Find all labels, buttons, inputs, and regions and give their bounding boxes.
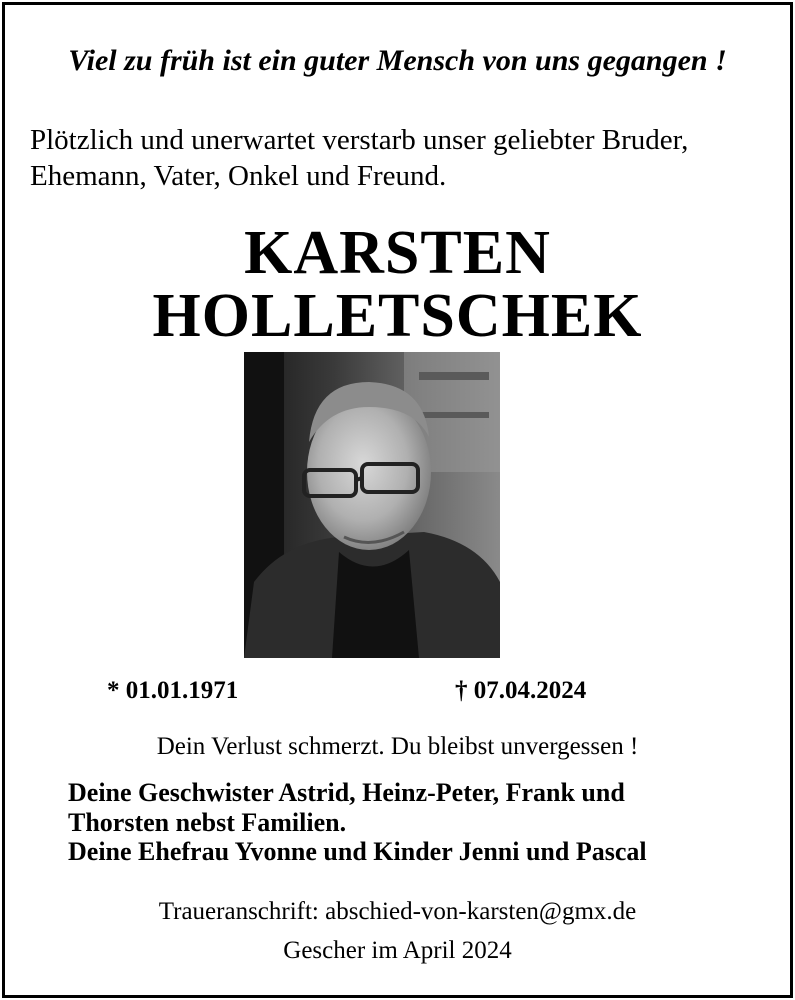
- headline: Viel zu früh ist ein guter Mensch von uns gegangen !: [68, 44, 727, 77]
- intro-line-2: Ehemann, Vater, Onkel und Freund.: [30, 160, 447, 192]
- farewell-text: Dein Verlust schmerzt. Du bleibst unvergessen !: [156, 733, 639, 760]
- place-and-date: Gescher im April 2024: [283, 937, 512, 964]
- birth-date: * 01.01.1971: [107, 677, 239, 704]
- portrait-photo: [244, 352, 500, 658]
- deceased-last-name: HOLLETSCHEK: [152, 282, 643, 350]
- intro-line-1: Plötzlich und unerwartet verstarb unser geliebter Bruder,: [30, 124, 689, 156]
- mourning-address: Traueranschrift: abschied-von-karsten@gmx.de: [158, 898, 637, 925]
- family-line-2: Thorsten nebst Familien.: [68, 808, 347, 837]
- deceased-first-name: KARSTEN: [244, 219, 551, 287]
- family-line-3: Deine Ehefrau Yvonne und Kinder Jenni und Pascal: [68, 837, 647, 866]
- death-date: † 07.04.2024: [455, 677, 587, 704]
- family-line-1: Deine Geschwister Astrid, Heinz-Peter, Frank und: [68, 778, 625, 807]
